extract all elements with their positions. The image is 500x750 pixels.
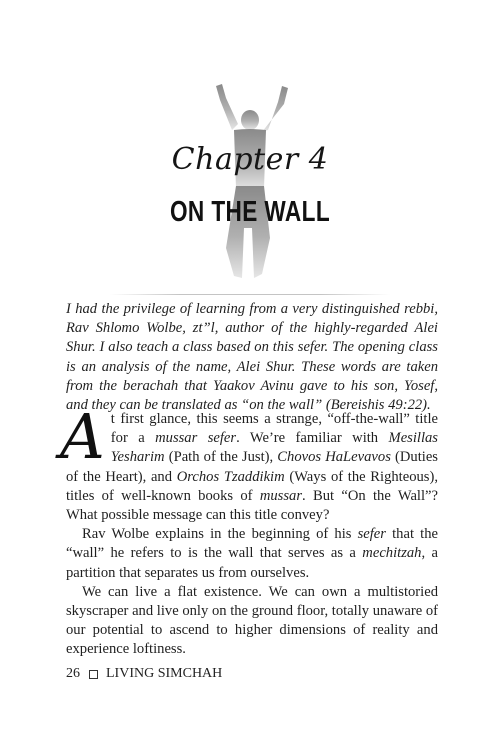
- chapter-title: ON THE WALL: [169, 196, 331, 228]
- intro-paragraph: I had the privilege of learning from a very distinguished rebbi, Rav Shlomo Wolbe, zt”l, author of the highly-regarded Alei Shur. I also teach a class based on this sefer. The opening class is an analysis of the name, Alei Shur. These words are taken from the berachah that Yaakov Avinu gave to his son, Yosef, and they can be translated as “on the wall” (Bereishis 49:22).: [66, 301, 438, 414]
- square-separator-icon: [89, 670, 98, 679]
- chapter-label: Chapter 4: [171, 142, 329, 177]
- body-paragraph-1: At first glance, this seems a strange, “off-the-wall” title for a mussar sefer. We’re familiar with Mesillas Yesharim (Path of the Just), Chovos HaLevavos (Duties of the Heart), and Orchos Tzaddikim (Ways of the Righteous), titles of well-known books of mussar. But “On the Wall”? What possible message can this title convey?: [60, 400, 438, 524]
- body-paragraph-3: We can live a flat existence. We can own a multistoried skyscraper and live only on the ground floor, totally unaware of our potential to ascend to higher dimensions of reality and experience loftiness.: [66, 583, 438, 658]
- running-head: LIVING SIMCHAH: [106, 666, 223, 681]
- page-footer: [66, 666, 222, 682]
- drop-cap: A: [60, 400, 105, 473]
- body-paragraph-2: Rav Wolbe explains in the beginning of his sefer that the “wall” he refers to is the wall that serves as a mechitzah, a partition that separates us from ourselves.: [66, 526, 438, 581]
- section-divider: [110, 294, 390, 295]
- body-text: [60, 400, 438, 660]
- page-number: 26: [66, 666, 80, 681]
- raised-arms-figure-icon: [192, 78, 308, 282]
